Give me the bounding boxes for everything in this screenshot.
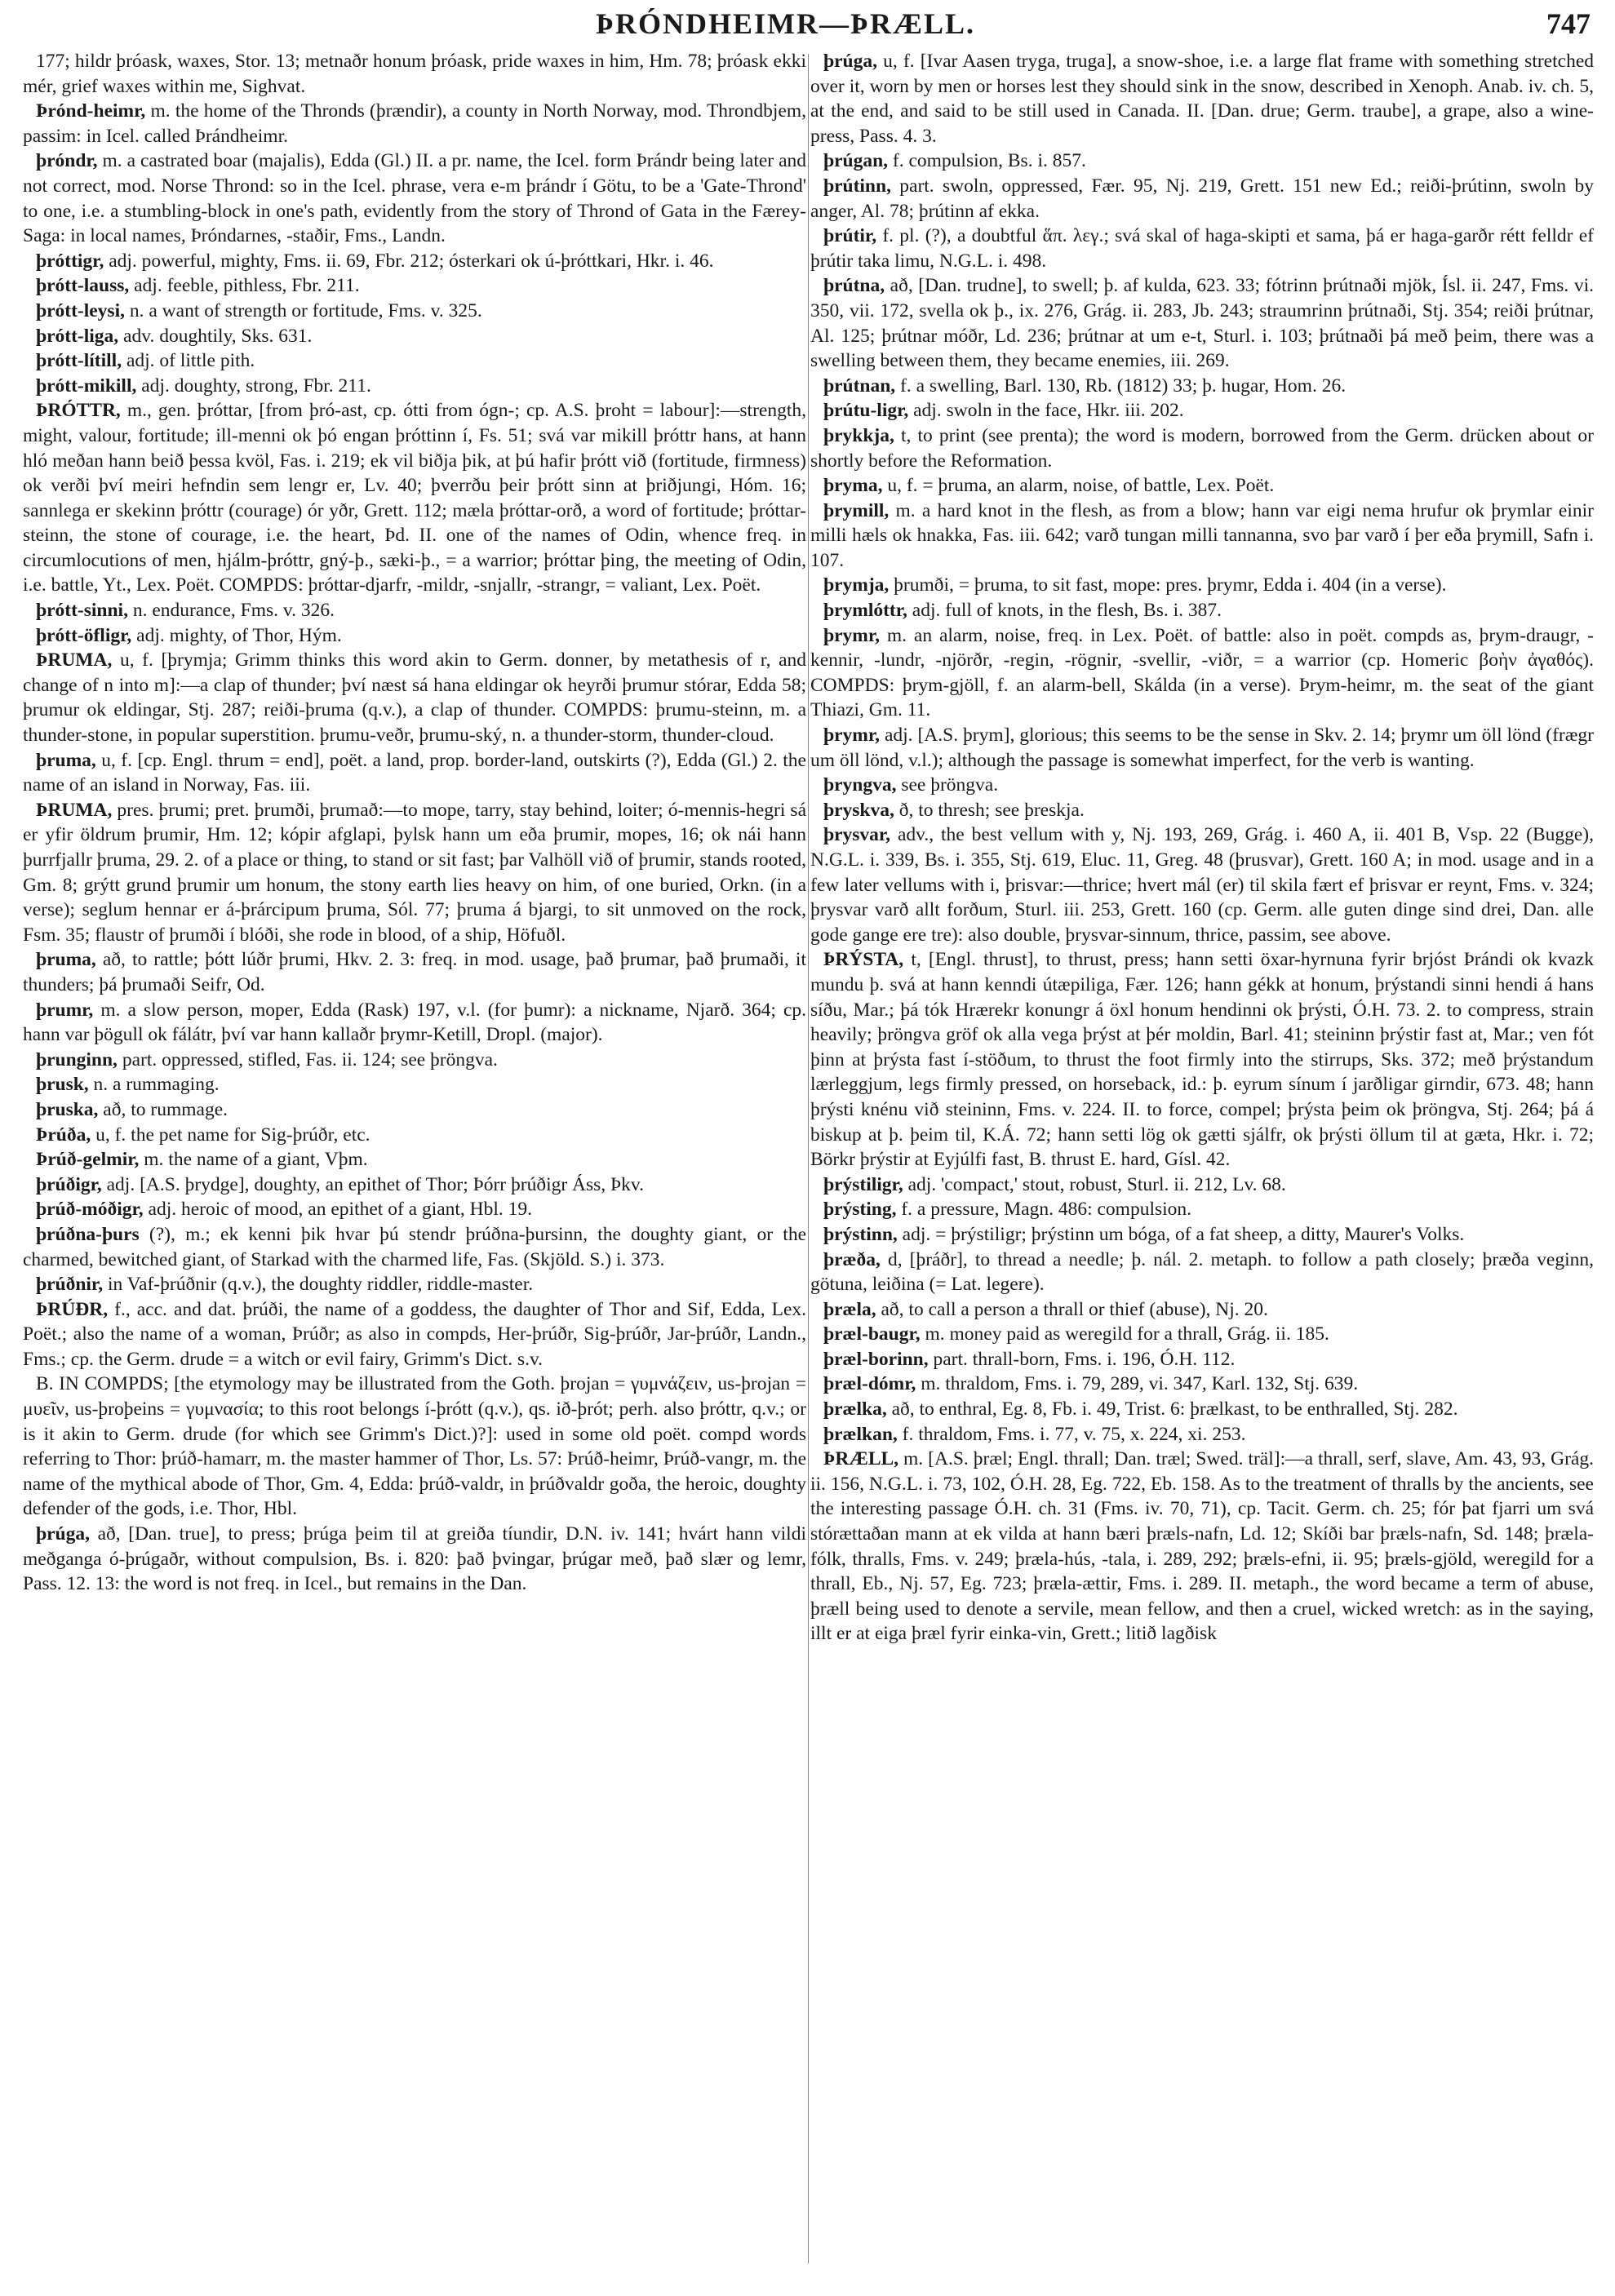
entry-text: f. compulsion, Bs. i. 857. <box>892 150 1086 172</box>
headword: þrykkja, <box>823 424 894 446</box>
dictionary-entry <box>810 374 1594 399</box>
dictionary-entry <box>23 299 806 324</box>
dictionary-entry <box>810 822 1594 947</box>
headword: þrótt-lítill, <box>36 350 122 372</box>
headword: þræl-baugr, <box>823 1323 921 1345</box>
dictionary-entry <box>810 623 1594 723</box>
headword: þrótt-sinni, <box>36 600 128 622</box>
entry-text: að, [Dan. true], to press; þrúga þeim til at greiða tíundir, D.N. iv. 141; hvárt hann vildi meðganga ó-þrúgaðr, without compulsion, Bs. i. 820: það þvingar, þrúgar með, það slær og lemr, Pass. 12. 13: the word is not freq. in Icel., but remains in the Dan. <box>23 1523 806 1595</box>
entry-text: adj. = þrýstiligr; þrýstinn um bóga, of a fat sheep, a ditty, Maurer's Volks. <box>902 1223 1465 1245</box>
headword: þrúð-móðigr, <box>36 1199 144 1221</box>
headword: þrútna, <box>823 275 885 297</box>
entry-text: f. a swelling, Barl. 130, Rb. (1812) 33; þ. hugar, Hom. 26. <box>900 375 1347 397</box>
entry-text: m. [A.S. þræl; Engl. thrall; Dan. træl; Swed. träl]:—a thrall, serf, slave, Am. 43, 93, Grág. ii. 156, N.G.L. i. 73, 102, Ó.H. 28, Eg. 722, Eb. 158. As to the treatment of thralls by the ancients, see the interesting passage Ó.H. ch. 31 (Fms. iv. 70, 71), cp. Tacit. Germ. ch. 25; fór þat fjarri um svá stórættaðan mann at ek vilda at hann bæri þræls-nafn, Ld. 12; Skíði bar þræls-nafn, Sd. 148; þræla-fólk, thralls, Fms. v. 249; þræla-hús, -tala, i. 289, 292; þræls-efni, ii. 95; þræls-gjöld, weregild for a thrall, Eb., Nj. 57, Eg. 723; þræla-ættir, Fms. i. 289. II. metaph., the word became a term of abuse, þræll being used to denote a servile, mean fellow, and then a cruel, wicked wretch: as in the saying, illt er at eiga þræl fyrir einka-vin, Grett.; litið lagðisk <box>810 1448 1594 1645</box>
entry-text: adv., the best vellum with y, Nj. 193, 269, Grág. i. 460 A, ii. 401 B, Vsp. 22 (Bugge), N.G.L. i. 339, Bs. i. 355, Stj. 619, Eluc. 11, Greg. 48 (þrusvar), Grett. 160 A; in mod. usage and in a few later vellums with i, þrisvar:—thrice; hvert mál (er) til skila fært ef þrisvar er reynt, Fms. v. 324; þrysvar varð allt forðum, Sturl. iii. 253, Grett. 160 (cp. Germ. alle guten dinge sind drei, Dan. alle gode gange ere tre): also double, þrysvar-sinnum, thrice, passim, see above. <box>810 824 1594 946</box>
headword: Þrónd-heimr, <box>36 100 146 122</box>
dictionary-entry <box>810 1347 1594 1372</box>
entry-text: m. the name of a giant, Vþm. <box>144 1149 368 1171</box>
headword: ÞRUMA, <box>36 649 113 672</box>
dictionary-entry <box>23 398 806 598</box>
headword: þræl-dómr, <box>823 1373 916 1395</box>
headword: þryma, <box>823 475 883 497</box>
dictionary-entry <box>23 1522 806 1597</box>
entry-text: f. thraldom, Fms. i. 77, v. 75, x. 224, xi. 253. <box>902 1423 1246 1445</box>
entry-text: u, f. the pet name for Sig-þrúðr, etc. <box>95 1124 370 1146</box>
entry-text: þrumði, = þruma, to sit fast, mope: pres. þrymr, Edda i. 404 (in a verse). <box>894 574 1447 596</box>
dictionary-entry <box>810 1372 1594 1397</box>
dictionary-entry <box>810 49 1594 148</box>
headword: þrymr, <box>823 624 880 646</box>
dictionary-entry <box>810 1297 1594 1323</box>
entry-text: að, to rummage. <box>103 1098 228 1120</box>
headword: ÞRÓTTR, <box>36 400 121 422</box>
headword: þrýstiligr, <box>823 1173 903 1195</box>
entry-text: m. the home of the Thronds (þrændir), a county in North Norway, mod. Throndbjem, passim: in Icel. called Þrándheimr. <box>23 100 806 147</box>
entry-text: adj. swoln in the face, Hkr. iii. 202. <box>913 400 1184 422</box>
dictionary-entry <box>810 1322 1594 1347</box>
headword: þrúga, <box>36 1523 90 1545</box>
headword: þrusk, <box>36 1074 89 1096</box>
dictionary-entry <box>23 324 806 349</box>
entry-text: n. a want of strength or fortitude, Fms. v. 325. <box>129 299 482 321</box>
headword: Þrúð-gelmir, <box>36 1149 140 1171</box>
headword: þrymr, <box>823 725 880 747</box>
entry-text: adj. mighty, of Thor, Hým. <box>136 624 342 646</box>
dictionary-entry <box>23 1097 806 1123</box>
dictionary-entry <box>23 623 806 649</box>
entry-text: f. pl. (?), a doubtful ἅπ. λεγ.; svá skal of haga-skipti et sama, þá er haga-garðr rétt felldr ef þrútir taka limu, N.G.L. i. 498. <box>810 225 1594 272</box>
entry-text: n. endurance, Fms. v. 326. <box>132 600 335 622</box>
headword: þrymlóttr, <box>823 600 907 622</box>
headword: þrútir, <box>823 225 877 247</box>
dictionary-entry <box>810 1397 1594 1422</box>
dictionary-entry <box>23 348 806 374</box>
dictionary-entry <box>810 723 1594 773</box>
entry-text: m. thraldom, Fms. i. 79, 289, vi. 347, Karl. 132, Stj. 639. <box>921 1373 1359 1395</box>
entry-text: adj. feeble, pithless, Fbr. 211. <box>134 275 360 297</box>
headword: þrúðnir, <box>36 1274 104 1296</box>
headword: þryskva, <box>823 799 894 821</box>
dictionary-entry <box>23 998 806 1048</box>
entry-text: u, f. = þruma, an alarm, noise, of battle, Lex. Poët. <box>887 475 1275 497</box>
headword: þruska, <box>36 1098 99 1120</box>
entry-text: (?), m.; ek kenni þik hvar þú stendr þrúðna-þursinn, the doughty giant, or the charmed, bewitched giant, of Starkad with the charmed life, Fas. (Skjöld. S.) i. 373. <box>23 1223 806 1270</box>
headword: þryngva, <box>823 774 897 796</box>
dictionary-entry <box>23 1048 806 1073</box>
dictionary-entry <box>23 1272 806 1297</box>
dictionary-entry <box>23 598 806 623</box>
entry-text: part. oppressed, stifled, Fas. ii. 124; see þröngva. <box>122 1048 498 1070</box>
headword: þrúðigr, <box>36 1173 102 1195</box>
entry-text: m. a slow person, moper, Edda (Rask) 197, v.l. (for þumr): a nickname, Njarð. 364; cp. hann var þögull ok fálátr, því var hann kallaðr þrymr-Ketill, Dropl. (major). <box>23 999 806 1046</box>
dictionary-entry <box>23 1222 806 1272</box>
headword: ÞRUMA, <box>36 799 113 821</box>
headword: þrælkan, <box>823 1423 898 1445</box>
dictionary-entry <box>810 148 1594 174</box>
entry-text: adj. [A.S. þrydge], doughty, an epithet of Thor; Þórr þrúðigr Áss, Þkv. <box>106 1173 644 1195</box>
entry-text: ð, to thresh; see þreskja. <box>898 799 1085 821</box>
entry-text: að, to call a person a thrall or thief (abuse), Nj. 20. <box>881 1298 1268 1320</box>
headword: þrýstinn, <box>823 1223 898 1245</box>
headword: þruma, <box>36 949 96 971</box>
entry-text: in Vaf-þrúðnir (q.v.), the doughty riddler, riddle-master. <box>107 1274 534 1296</box>
dictionary-entry <box>23 1197 806 1222</box>
dictionary-entry <box>810 1248 1594 1297</box>
dictionary-entry <box>810 1222 1594 1248</box>
headword: þruma, <box>36 749 96 771</box>
entry-text: að, [Dan. trudne], to swell; þ. af kulda, 623. 33; fótrinn þrútnaði mjök, Ísl. ii. 247, Fms. vi. 350, vii. 172, svella ok þ., ix. 276, Grág. ii. 283, Jb. 243; straumrinn þrútnaði, Stj. 354; reiði þrútnar, Al. 125; þrútnar móðr, Ld. 236; þrútnar at um e-t, Sturl. i. 103; þrútnaði þá með þeim, there was a swelling between them, they became enemies, iii. 269. <box>810 275 1594 372</box>
headword: þrúgan, <box>823 150 889 172</box>
entry-text: m. money paid as weregild for a thrall, Grág. ii. 185. <box>925 1323 1329 1345</box>
dictionary-entry <box>810 1172 1594 1198</box>
entry-text: f., acc. and dat. þrúði, the name of a goddess, the daughter of Thor and Sif, Edda, Lex. Poët.; also the name of a woman, Þrúðr; as also in compds, Her-þrúðr, Sig-þrúðr, Jar-þrúðr, Landn., Fms.; cp. the Germ. drude = a witch or evil fairy, Grimm's Dict. s.v. <box>23 1298 806 1370</box>
entry-text: að, to enthral, Eg. 8, Fb. i. 49, Trist. 6: þrælkast, to be enthralled, Stj. 282. <box>891 1398 1458 1421</box>
dictionary-entry <box>23 1172 806 1198</box>
entry-text: adv. doughtily, Sks. 631. <box>123 325 313 347</box>
left-column <box>23 49 806 2286</box>
headword: þrunginn, <box>36 1048 118 1070</box>
dictionary-entry <box>810 598 1594 623</box>
headword: þrótt-leysi, <box>36 299 125 321</box>
headword: ÞRÚÐR, <box>36 1298 109 1320</box>
dictionary-entry <box>23 99 806 148</box>
entry-text: m. a castrated boar (majalis), Edda (Gl.) II. a pr. name, the Icel. form Þrándr being later and not correct, mod. Norse Thrond: so in the Icel. phrase, vera e-m þrándr í Götu, to be a 'Gate-Thrond' to one, i.e. a stumbling-block in one's path, evidently from the story of Thrond of Gata in the Færey-Saga: in local names, Þróndarnes, -staðir, Fms., Landn. <box>23 150 806 247</box>
headword: ÞRÆLL, <box>823 1448 899 1470</box>
dictionary-entry <box>23 1297 806 1372</box>
dictionary-entry <box>23 947 806 997</box>
entry-text: adj. of little pith. <box>126 350 255 372</box>
entry-text: að, to rattle; þótt lúðr þrumi, Hkv. 2. 3: freq. in mod. usage, það þrumar, það þrumaði, it thunders; þá þrumaði Seifr, Od. <box>23 949 806 995</box>
headword: þróttigr, <box>36 250 104 272</box>
headword: Þrúða, <box>36 1124 91 1146</box>
dictionary-entry <box>23 1072 806 1097</box>
headword: þrútu-ligr, <box>823 400 909 422</box>
entry-text: m., gen. þróttar, [from þró-ast, cp. ótti from ógn-; cp. A.S. þroht = labour]:—strength, might, valour, fortitude; ill-menni ok þó engan þróttinn í, Fs. 51; svá var mikill þróttr hans, at hann hló meðan hann beið þessa kvöl, Fas. i. 219; ek vil biðja þik, at þú hafir þrótt við (fortitude, firmness) ok verði því meiri hefndin sem lengr er, Lv. 40; þverrðu þeir þrótt sinn at þriðjungi, Hóm. 16; sannlega er skekinn þróttr (courage) ór yðr, Grett. 112; mæla þróttar-orð, a word of fortitude; þróttar-steinn, the stone of courage, i.e. the heart, Þd. II. one of the names of Odin, whence freq. in circumlocutions of men, hjálm-þróttr, gný-þ., sæki-þ., = a warrior; þróttar þing, the meeting of Odin, i.e. battle, Yt., Lex. Poët. COMPDS: þróttar-djarfr, -mildr, -snjallr, -strangr, = valiant, Lex. Poët. <box>23 400 806 596</box>
dictionary-entry <box>23 49 806 99</box>
headword: þrótt-lauss, <box>36 275 130 297</box>
headword: þrumr, <box>36 999 94 1021</box>
headword: þrysvar, <box>823 824 891 846</box>
entry-text: B. IN COMPDS; [the etymology may be illustrated from the Goth. þrojan = γυμνάζειν, us-þrojan = μυεῖν, us-þroþeins = γυμνασία; to this root belongs í-þrótt (q.v.), qs. ið-þrót; perh. also þróttr, q.v.; or is it akin to Germ. drude (for which see Grimm's Dict.)?]: used in some old poët. compd words referring to Thor: þrúð-hamarr, m. the master hammer of Thor, Ls. 57: Þrúð-heimr, Þrúð-vangr, m. the name of the mythical abode of Thor, Gm. 4, Edda: þrúð-valdr, in þrúðvaldr goða, the heroic, doughty defender of the gods, i.e. Thor, Hbl. <box>23 1373 806 1520</box>
dictionary-entry <box>23 148 806 248</box>
entry-text: u, f. [cp. Engl. thrum = end], poët. a land, prop. border-land, outskirts (?), Edda (Gl.) 2. the name of an island in Norway, Fas. iii. <box>23 749 806 796</box>
dictionary-entry <box>23 1123 806 1148</box>
dictionary-entry <box>23 374 806 399</box>
headword: þrymill, <box>823 499 890 521</box>
headword: þrúga, <box>823 51 877 72</box>
headword: þrymja, <box>823 574 890 596</box>
dictionary-entry <box>810 573 1594 598</box>
right-column <box>810 49 1594 2286</box>
dictionary-entry <box>810 398 1594 423</box>
entry-text: d, [þráðr], to thread a needle; þ. nál. 2. metaph. to follow a path closely; þræða veginn, götuna, leiðina (= Lat. legere). <box>810 1248 1594 1296</box>
running-head <box>24 7 1591 39</box>
entry-text: adj. 'compact,' stout, robust, Sturl. ii. 212, Lv. 68. <box>907 1173 1286 1195</box>
entry-text: m. a hard knot in the flesh, as from a blow; hann var eigi nema hrufur ok þrymlar einir milli hæls ok hnakka, Fas. iii. 642; varð tungan milli tannanna, svo þar varð í þer eða þrymill, Safn i. 107. <box>810 499 1594 571</box>
entry-text: adj. heroic of mood, an epithet of a giant, Hbl. 19. <box>148 1199 533 1221</box>
page-number: 747 <box>1546 7 1591 40</box>
headword: þrúðna-þurs <box>36 1223 140 1245</box>
headword: þróndr, <box>36 150 98 172</box>
entry-text: adj. full of knots, in the flesh, Bs. i. 387. <box>912 600 1222 622</box>
entry-text: t, [Engl. thrust], to thrust, press; hann setti öxar-hyrnuna fyrir brjóst Þrándi ok kvazk mundu þ. svá at hann kenndi útæpiliga, Fær. 126; hann gékk at honum, þrýstandi sinni hendi á hans síðu, Mar.; þá tók Hrærekr konungr á öxl honum hendinni ok þrýsti, Ó.H. 73. 2. to compress, strain heavily; þröngva gröf ok alla vega þrýst at þér moldin, Barl. 41; steininn þrýstir fast at, Mar.; ven fót þinn at þrýsta fast í-stöðum, to thrust the foot firmly into the stirrups, Sks. 372; með þrýstandum lærleggjum, legs firmly pressed, on horseback, id.: þ. eyrum sínum í jarðligar girndir, 673. 48; hann þrýsti knénu við steininn, Fms. v. 224. II. to force, compel; þrýsta þeim ok þröngva, Stj. 264; þá á biskup at þ. þeim til, K.Á. 72; hann setti lög ok gætti sjálfr, ok þrýsti öllum til at gæta, Hkr. i. 72; Börkr þrýstir at Eyjúlfi fast, B. thrust E. hard, Gísl. 42. <box>810 949 1594 1171</box>
page-title: ÞRÓNDHEIMR—ÞRÆLL. <box>596 7 975 40</box>
dictionary-entry <box>810 273 1594 373</box>
entry-text: u, f. [þrymja; Grimm thinks this word akin to Germ. donner, by metathesis of r, and change of n into m]:—a clap of thunder; því næst sá hana eldingar ok heyrði þrumur stórar, Edda 58; þrumur ok eldingar, Stj. 287; reiði-þruma (q.v.), a clap of thunder. COMPDS: þrumu-steinn, m. a thunder-stone, in popular superstition. þrumu-veðr, þrumu-ský, n. a thunder-storm, thunder-cloud. <box>23 649 806 747</box>
dictionary-entry <box>23 1147 806 1172</box>
dictionary-entry <box>810 473 1594 499</box>
dictionary-entry <box>810 224 1594 273</box>
dictionary-entry <box>810 773 1594 798</box>
entry-text: n. a rummaging. <box>93 1074 220 1096</box>
dictionary-entry <box>23 648 806 747</box>
entry-text: adj. [A.S. þrym], glorious; this seems to be the sense in Skv. 2. 14; þrymr um öll lönd (frægr um öll lönd, v.l.); although the passage is somewhat imperfect, for the verb is wanting. <box>810 725 1594 771</box>
dictionary-entry <box>810 947 1594 1172</box>
headword: þræla, <box>823 1298 876 1320</box>
headword: þrútnan, <box>823 375 896 397</box>
entry-text: t, to print (see prenta); the word is modern, borrowed from the Germ. drücken about or shortly before the Reformation. <box>810 424 1594 472</box>
dictionary-entry <box>23 273 806 299</box>
dictionary-entry <box>810 174 1594 224</box>
entry-text: u, f. [Ivar Aasen tryga, truga], a snow-shoe, i.e. a large flat frame with something stretched over it, worn by men or horses lest they should sink in the snow, described in Xenoph. Anab. iv. ch. 5, at the end, and said to be still used in Canada. II. [Dan. drue; Germ. traube], a grape, also a wine-press, Pass. 4. 3. <box>810 51 1594 147</box>
headword: þrótt-mikill, <box>36 375 137 397</box>
dictionary-entry <box>23 249 806 274</box>
dictionary-entry <box>810 1447 1594 1647</box>
headword: þrótt-liga, <box>36 325 119 347</box>
entry-text: adj. powerful, mighty, Fms. ii. 69, Fbr. 212; ósterkari ok ú-þróttkari, Hkr. i. 46. <box>109 250 714 272</box>
entry-text: part. swoln, oppressed, Fær. 95, Nj. 219, Grett. 151 new Ed.; reiði-þrútinn, swoln by anger, Al. 78; þrútinn af ekka. <box>810 175 1594 222</box>
headword: þræl-borinn, <box>823 1348 929 1370</box>
entry-text: f. a pressure, Magn. 486: compulsion. <box>901 1199 1192 1221</box>
headword: þræða, <box>823 1248 881 1270</box>
headword: ÞRÝSTA, <box>823 949 904 971</box>
headword: þrýsting, <box>823 1199 897 1221</box>
dictionary-entry <box>810 1197 1594 1222</box>
dictionary-entry <box>810 798 1594 823</box>
headword: þrótt-öfligr, <box>36 624 132 646</box>
headword: þrútinn, <box>823 175 891 197</box>
dictionary-entry <box>23 1372 806 1522</box>
entry-text: pres. þrumi; pret. þrumði, þrumað:—to mope, tarry, stay behind, loiter; ó-mennis-hegri sá er yfir öldrum þrumir, Hm. 12; kópir afglapi, þylsk hann um eða þrumir, mopes, 16; ok nái hann þurrfjallr þruma, 29. 2. of a place or thing, to stand or sit fast; þar Valhöll við of þrumir, stands rooted, Gm. 8; grýtt grund þrumir um honum, the stony earth lies heavy on him, of one buried, Orkn. (in a verse); seglum hennar er á-þrárcipum þruma, Sól. 77; þruma á bjargi, to sit unmoved on the rock, Fsm. 35; flaustr of þrumði í blóði, she rode in blood, of a ship, Höfuðl. <box>23 799 806 946</box>
entry-text: adj. doughty, strong, Fbr. 211. <box>141 375 371 397</box>
dictionary-entry <box>23 748 806 798</box>
dictionary-entry <box>810 499 1594 574</box>
headword: þrælka, <box>823 1398 887 1421</box>
dictionary-entry <box>23 798 806 948</box>
dictionary-entry <box>810 1422 1594 1447</box>
dictionary-entry <box>810 423 1594 473</box>
entry-text: see þröngva. <box>901 774 999 796</box>
entry-text: m. an alarm, noise, freq. in Lex. Poët. of battle: also in poët. compds as, þrym-draugr, -kennir, -lundr, -njörðr, -regin, -rögnir, -svellir, -viðr, = a warrior (cp. Homeric βοὴν ἀγαθός). COMPDS: þrym-gjöll, f. an alarm-bell, Skálda (in a verse). Þrym-heimr, m. the seat of the giant Thiazi, Gm. 11. <box>810 624 1594 721</box>
entry-text: 177; hildr þróask, waxes, Stor. 13; metnaðr honum þróask, pride waxes in him, Hm. 78; þróask ekki mér, grief waxes within me, Sighvat. <box>23 51 806 97</box>
entry-text: part. thrall-born, Fms. i. 196, Ó.H. 112. <box>933 1348 1236 1370</box>
